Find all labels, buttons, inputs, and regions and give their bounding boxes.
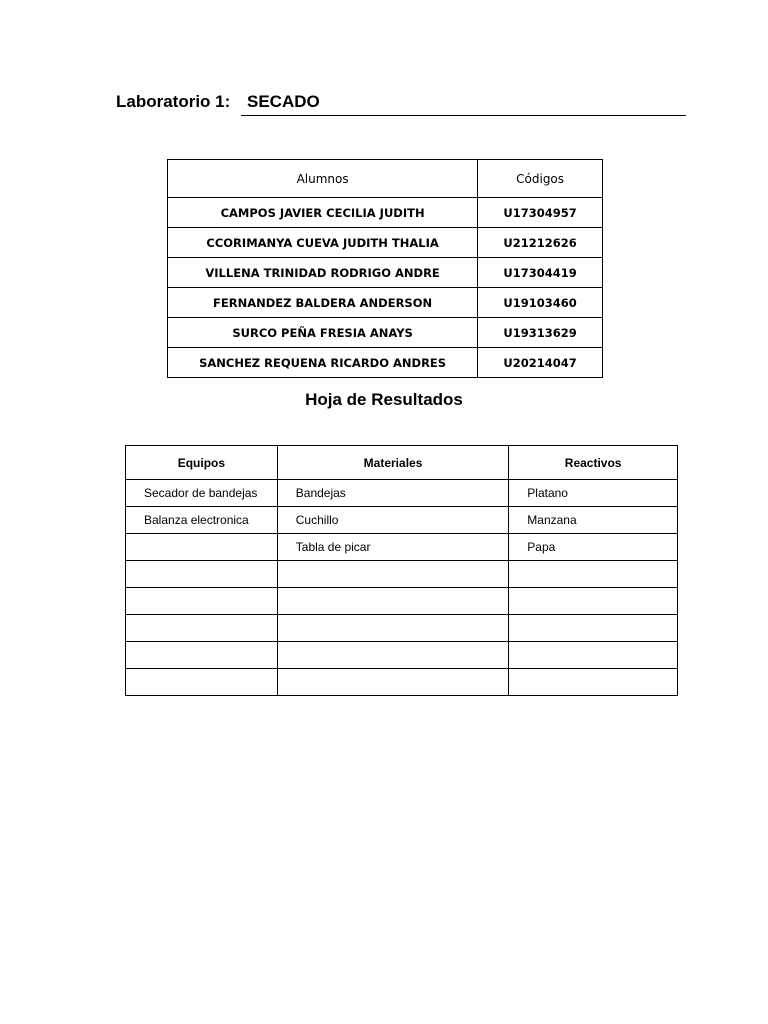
results-header-materiales: Materiales (277, 446, 509, 480)
material-cell: Cuchillo (277, 507, 509, 534)
student-name: VILLENA TRINIDAD RODRIGO ANDRE (168, 258, 478, 288)
material-cell (277, 615, 509, 642)
table-row (168, 318, 603, 348)
student-name: FERNANDEZ BALDERA ANDERSON (168, 288, 478, 318)
table-row (126, 588, 678, 615)
lab-heading-title: SECADO (247, 92, 320, 111)
results-table (125, 445, 678, 696)
material-cell: Tabla de picar (277, 534, 509, 561)
students-header-name: Alumnos (168, 160, 478, 198)
table-row (126, 615, 678, 642)
reactivo-cell (509, 642, 678, 669)
reactivo-cell (509, 588, 678, 615)
equipo-cell (126, 588, 278, 615)
table-row (126, 480, 678, 507)
heading-underline (241, 115, 686, 116)
student-code: U17304419 (478, 258, 603, 288)
student-code: U19103460 (478, 288, 603, 318)
equipo-cell (126, 642, 278, 669)
equipo-cell: Secador de bandejas (126, 480, 278, 507)
table-row (126, 561, 678, 588)
results-header-row (126, 446, 678, 480)
student-name: SANCHEZ REQUENA RICARDO ANDRES (168, 348, 478, 378)
table-row (168, 288, 603, 318)
material-cell: Bandejas (277, 480, 509, 507)
results-header-equipos: Equipos (126, 446, 278, 480)
equipo-cell (126, 615, 278, 642)
results-header-reactivos: Reactivos (509, 446, 678, 480)
table-row (126, 642, 678, 669)
material-cell (277, 642, 509, 669)
reactivo-cell: Platano (509, 480, 678, 507)
student-name: SURCO PEÑA FRESIA ANAYS (168, 318, 478, 348)
equipo-cell (126, 669, 278, 696)
student-code: U21212626 (478, 228, 603, 258)
material-cell (277, 561, 509, 588)
student-name: CAMPOS JAVIER CECILIA JUDITH (168, 198, 478, 228)
reactivo-cell: Manzana (509, 507, 678, 534)
student-code: U20214047 (478, 348, 603, 378)
equipo-cell (126, 534, 278, 561)
table-row (168, 198, 603, 228)
results-title: Hoja de Resultados (305, 390, 463, 409)
students-header-code: Códigos (478, 160, 603, 198)
equipo-cell: Balanza electronica (126, 507, 278, 534)
table-row (126, 669, 678, 696)
table-row (126, 507, 678, 534)
material-cell (277, 669, 509, 696)
reactivo-cell (509, 561, 678, 588)
equipo-cell (126, 561, 278, 588)
table-row (126, 534, 678, 561)
table-row (168, 228, 603, 258)
student-code: U17304957 (478, 198, 603, 228)
reactivo-cell: Papa (509, 534, 678, 561)
students-table (167, 159, 603, 378)
reactivo-cell (509, 669, 678, 696)
students-header-row (168, 160, 603, 198)
table-row (168, 348, 603, 378)
student-code: U19313629 (478, 318, 603, 348)
lab-heading-label: Laboratorio 1: (116, 92, 231, 111)
student-name: CCORIMANYA CUEVA JUDITH THALIA (168, 228, 478, 258)
reactivo-cell (509, 615, 678, 642)
material-cell (277, 588, 509, 615)
table-row (168, 258, 603, 288)
